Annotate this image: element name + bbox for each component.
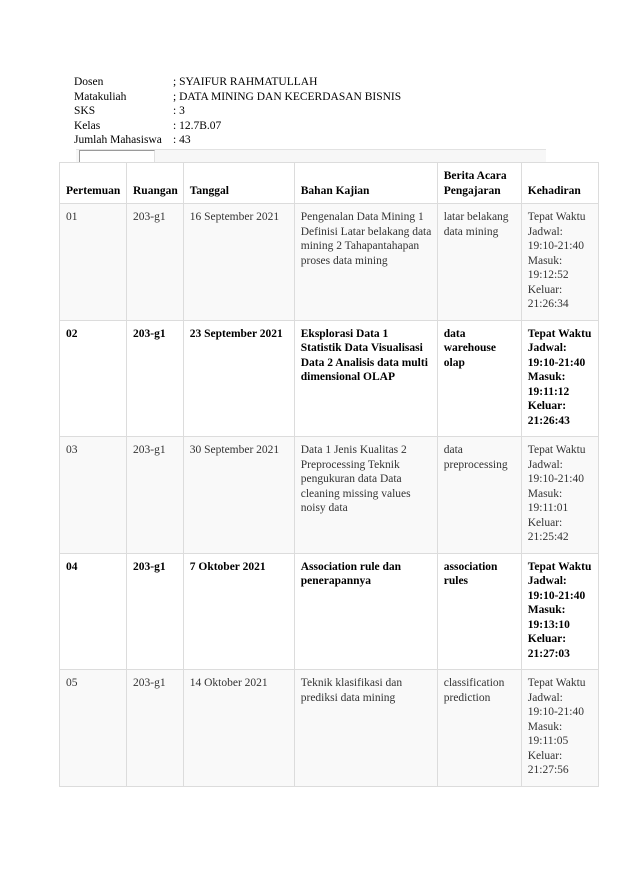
info-label: Matakuliah — [74, 90, 127, 103]
header-berita-acara: Berita Acara Pengajaran — [437, 163, 521, 204]
cell-tanggal: 30 September 2021 — [183, 437, 294, 554]
kehadiran-masuk-label: Masuk: — [527, 371, 566, 383]
info-label: SKS — [74, 105, 96, 117]
cell-berita-acara: data preprocessing — [437, 437, 521, 554]
kehadiran-jadwal-label: Jadwal: — [527, 691, 563, 704]
kehadiran-masuk: 19:11:01 — [527, 502, 569, 514]
kehadiran-masuk-label: Masuk: — [527, 604, 566, 616]
table-row — [60, 320, 599, 437]
info-value: ; DATA MINING DAN KECERDASAN BISNIS — [173, 90, 402, 103]
cell-pertemuan: 02 — [60, 320, 127, 437]
info-row-jumlah-mahasiswa — [74, 133, 401, 148]
table-row — [60, 204, 599, 321]
cell-ruangan: 203-g1 — [127, 670, 184, 787]
kehadiran-status: Tepat Waktu — [527, 677, 586, 689]
kehadiran-masuk: 19:11:05 — [527, 735, 569, 747]
kehadiran-keluar: 21:26:34 — [527, 298, 569, 310]
cell-kehadiran — [521, 553, 598, 670]
kehadiran-jadwal: 19:10-21:40 — [527, 589, 586, 602]
kehadiran-masuk-label: Masuk: — [527, 720, 563, 733]
kehadiran-jadwal: 19:10-21:40 — [527, 473, 584, 485]
kehadiran-keluar-label: Keluar: — [527, 400, 567, 412]
cell-bahan-kajian: Association rule dan penerapannya — [294, 553, 437, 670]
cell-kehadiran — [521, 320, 598, 437]
cell-pertemuan: 01 — [60, 204, 127, 321]
cell-bahan-kajian: Pengenalan Data Mining 1 Definisi Latar belakang data mining 2 Tahapantahapan proses data mining — [294, 204, 437, 321]
kehadiran-masuk: 19:13:10 — [527, 618, 570, 631]
kehadiran-masuk: 19:11:12 — [527, 385, 570, 398]
cell-tanggal: 16 September 2021 — [183, 204, 294, 321]
header-kehadiran: Kehadiran — [521, 163, 598, 204]
info-value: : 43 — [173, 134, 191, 146]
cell-berita-acara: latar belakang data mining — [437, 204, 521, 321]
table-row — [60, 553, 599, 670]
cell-bahan-kajian: Eksplorasi Data 1 Statistik Data Visualisasi Data 2 Analisis data multi dimensional OLAP — [294, 320, 437, 437]
table-row — [60, 437, 599, 554]
cell-pertemuan: 05 — [60, 670, 127, 787]
cell-kehadiran — [521, 204, 598, 321]
cell-tanggal: 7 Oktober 2021 — [183, 553, 294, 670]
tab-strip — [76, 149, 546, 163]
info-value: : 12.7B.07 — [173, 119, 222, 132]
kehadiran-jadwal-label: Jadwal: — [527, 342, 567, 354]
cell-tanggal: 23 September 2021 — [183, 320, 294, 437]
kehadiran-keluar: 21:25:42 — [527, 531, 569, 543]
kehadiran-status: Tepat Waktu — [527, 327, 592, 340]
kehadiran-masuk-label: Masuk: — [527, 487, 563, 500]
kehadiran-status: Tepat Waktu — [527, 444, 586, 456]
info-row-matakuliah — [74, 90, 401, 105]
cell-kehadiran — [521, 670, 598, 787]
kehadiran-keluar: 21:27:03 — [527, 647, 570, 660]
info-value: ; SYAIFUR RAHMATULLAH — [173, 76, 318, 88]
cell-bahan-kajian: Data 1 Jenis Kualitas 2 Preprocessing Teknik pengukuran data Data cleaning missing values noisy data — [294, 437, 437, 554]
info-label: Jumlah Mahasiswa — [74, 134, 162, 146]
cell-pertemuan: 04 — [60, 553, 127, 670]
kehadiran-masuk-label: Masuk: — [527, 254, 563, 267]
cell-berita-acara: classification prediction — [437, 670, 521, 787]
info-row-sks — [74, 104, 401, 119]
kehadiran-keluar-label: Keluar: — [527, 633, 567, 645]
cell-ruangan: 203-g1 — [127, 553, 184, 670]
cell-kehadiran — [521, 437, 598, 554]
header-bahan-kajian: Bahan Kajian — [294, 163, 437, 204]
kehadiran-masuk: 19:12:52 — [527, 269, 569, 281]
info-value: : 3 — [173, 105, 185, 117]
kehadiran-keluar-label: Keluar: — [527, 516, 563, 529]
kehadiran-jadwal-label: Jadwal: — [527, 225, 563, 238]
attendance-table — [59, 162, 599, 787]
header-ruangan: Ruangan — [127, 163, 184, 204]
info-label: Kelas — [74, 119, 101, 132]
cell-tanggal: 14 Oktober 2021 — [183, 670, 294, 787]
kehadiran-keluar: 21:26:43 — [527, 414, 570, 427]
header-pertemuan: Pertemuan — [60, 163, 127, 204]
kehadiran-status: Tepat Waktu — [527, 211, 586, 223]
table-header-row — [60, 163, 599, 204]
kehadiran-keluar: 21:27:56 — [527, 764, 569, 776]
kehadiran-status: Tepat Waktu — [527, 560, 592, 573]
kehadiran-keluar-label: Keluar: — [527, 749, 563, 762]
cell-berita-acara: data warehouse olap — [437, 320, 521, 437]
kehadiran-jadwal: 19:10-21:40 — [527, 356, 586, 369]
course-info — [74, 75, 401, 148]
kehadiran-jadwal: 19:10-21:40 — [527, 240, 584, 252]
info-row-kelas — [74, 119, 401, 134]
info-row-dosen — [74, 75, 401, 90]
cell-ruangan: 203-g1 — [127, 437, 184, 554]
cell-ruangan: 203-g1 — [127, 204, 184, 321]
kehadiran-keluar-label: Keluar: — [527, 283, 563, 296]
info-label: Dosen — [74, 76, 104, 88]
table-row — [60, 670, 599, 787]
cell-bahan-kajian: Teknik klasifikasi dan prediksi data mining — [294, 670, 437, 787]
cell-pertemuan: 03 — [60, 437, 127, 554]
kehadiran-jadwal: 19:10-21:40 — [527, 706, 584, 718]
cell-berita-acara: association rules — [437, 553, 521, 670]
kehadiran-jadwal-label: Jadwal: — [527, 575, 567, 587]
header-tanggal: Tanggal — [183, 163, 294, 204]
kehadiran-jadwal-label: Jadwal: — [527, 458, 563, 471]
cell-ruangan: 203-g1 — [127, 320, 184, 437]
